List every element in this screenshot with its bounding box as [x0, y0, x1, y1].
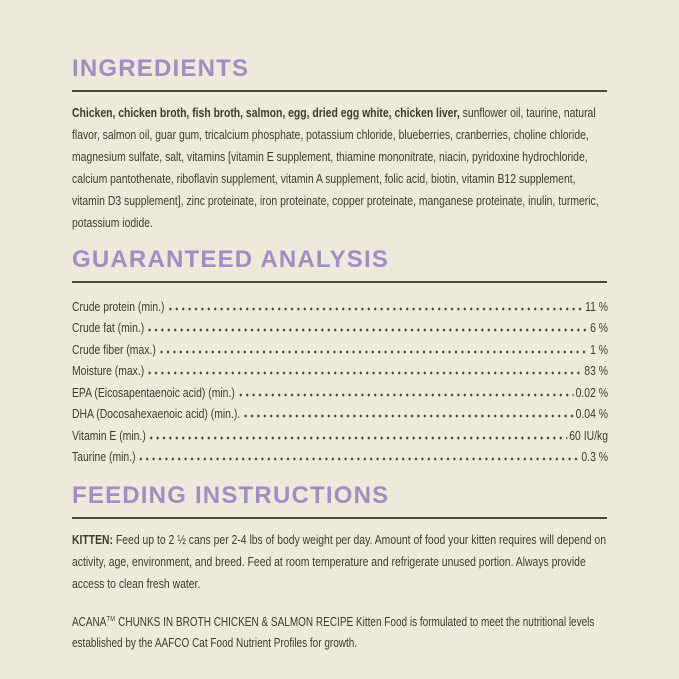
- kitten-instructions: Feed up to 2 ½ cans per 2-4 lbs of body weight per day. Amount of food your kitten requires will depend on activity, age, environment, and breed. Feed at room temperature and refrigerate unused portion. Always provide access to clean fresh water.: [72, 532, 606, 591]
- aafco-statement: [72, 609, 608, 654]
- trademark-symbol: TM: [106, 616, 116, 623]
- analysis-value: 83 %: [584, 363, 608, 378]
- aafco-statement-text: CHUNKS IN BROTH CHICKEN & SALMON RECIPE Kitten Food is formulated to meet the nutritional levels established by the AAFCO Cat Food Nutrient Profiles for growth.: [72, 615, 595, 651]
- dot-leader: [237, 393, 573, 397]
- analysis-label: Crude fiber (max.): [72, 341, 156, 357]
- feeding-instructions-title: FEEDING INSTRUCTIONS: [72, 482, 390, 509]
- ingredients-secondary-list: sunflower oil, taurine, natural flavor, salmon oil, guar gum, tricalcium phosphate, potassium chloride, blueberries, cranberries, choline chloride, magnesium sulfate, salt, vitamins [vitamin E supplement, thiamine mononitrate, niacin, pyridoxine hydrochloride, calcium pantothenate, riboflavin supplement, vitamin A supplement, folic acid, biotin, vitamin B12 supplement, vitamin D3 supplement], zinc proteinate, iron proteinate, copper proteinate, manganese proteinate, inulin, turmeric, potassium iodide.: [72, 105, 599, 230]
- analysis-label: DHA (Docosahexaenoic acid) (min.).: [72, 406, 241, 421]
- brand-name: ACANA: [72, 615, 107, 630]
- analysis-label: Moisture (max.): [72, 363, 145, 378]
- kitten-feeding-text: [72, 529, 608, 595]
- dot-leader: [147, 328, 588, 332]
- table-row: [72, 443, 608, 465]
- ingredients-primary-list: Chicken, chicken broth, fish broth, salmon, egg, dried egg white, chicken liver,: [72, 105, 460, 120]
- dot-leader: [167, 307, 583, 311]
- ingredients-text: [72, 102, 608, 234]
- analysis-value: 0.04 %: [575, 406, 608, 421]
- analysis-label: Crude fat (min.): [72, 320, 145, 335]
- guaranteed-analysis-section: [72, 247, 607, 464]
- analysis-label: Taurine (min.): [72, 449, 136, 464]
- analysis-value: 0.3 %: [581, 449, 608, 464]
- analysis-value: 60 IU/kg: [569, 427, 608, 443]
- dot-leader: [147, 371, 582, 375]
- guaranteed-analysis-title: GUARANTEED ANALYSIS: [72, 246, 390, 273]
- ingredients-section: [72, 56, 607, 234]
- feeding-instructions-divider: [72, 517, 607, 519]
- table-row: [72, 292, 608, 314]
- analysis-value: 0.02 %: [575, 384, 608, 400]
- guaranteed-analysis-divider: [72, 281, 607, 283]
- analysis-label: EPA (Eicosapentaenoic acid) (min.): [72, 384, 235, 400]
- table-row: [72, 357, 608, 379]
- table-row: [72, 378, 608, 400]
- analysis-value: 1 %: [590, 341, 608, 357]
- dot-leader: [138, 457, 579, 461]
- table-row: [72, 335, 608, 357]
- ingredients-title: INGREDIENTS: [72, 55, 250, 82]
- analysis-value: 11 %: [585, 298, 608, 314]
- kitten-label: KITTEN:: [72, 532, 114, 547]
- analysis-value: 6 %: [590, 320, 608, 335]
- table-row: [72, 421, 608, 443]
- ingredients-divider: [72, 90, 607, 92]
- analysis-label: Crude protein (min.): [72, 298, 165, 314]
- dot-leader: [158, 350, 587, 354]
- feeding-instructions-section: [72, 483, 607, 654]
- analysis-label: Vitamin E (min.): [72, 427, 146, 443]
- analysis-table: [72, 292, 608, 464]
- table-row: [72, 314, 608, 336]
- dot-leader: [243, 414, 574, 418]
- dot-leader: [148, 436, 567, 440]
- table-row: [72, 400, 608, 422]
